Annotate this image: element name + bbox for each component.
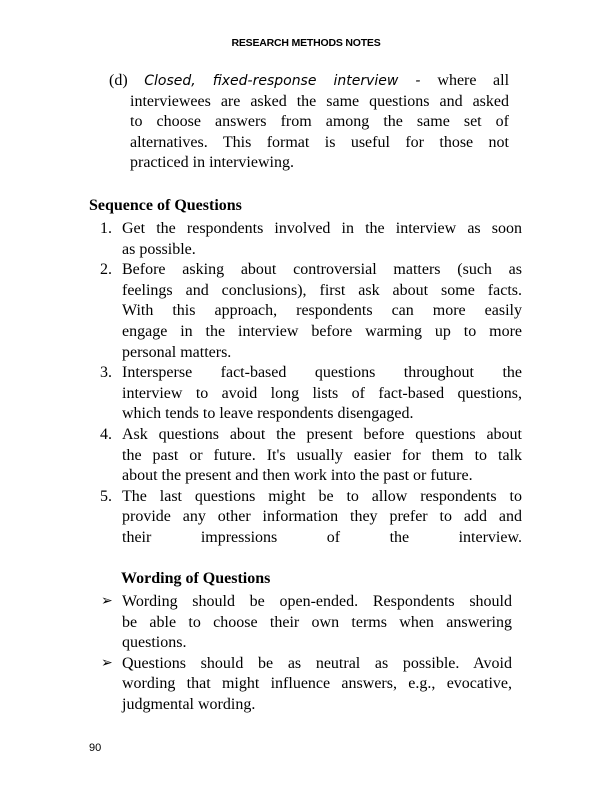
item-line: about the present and then work into the past or future. xyxy=(122,467,473,485)
list-item xyxy=(100,425,522,487)
item-line: as possible. xyxy=(122,240,196,258)
item-d-line: practiced in interviewing. xyxy=(130,154,294,172)
item-line: The last questions might be to allow respondents to xyxy=(122,487,522,505)
item-line: Ask questions about the present before questions about xyxy=(122,425,522,443)
wording-heading: Wording of Questions xyxy=(121,570,271,587)
page-number: 90 xyxy=(89,742,102,754)
item-d-line: alternatives. This format is useful for those not xyxy=(130,133,509,151)
item-line: provide any other information they prefer to add and xyxy=(122,508,522,526)
item-line: the past or future. It's usually easier for them to talk xyxy=(122,446,522,464)
list-item xyxy=(100,219,522,260)
item-line: interview to avoid long lists of fact-based questions, xyxy=(122,384,522,402)
item-line: be able to choose their own terms when answering xyxy=(122,613,512,631)
item-line: personal matters. xyxy=(122,343,232,361)
list-item xyxy=(100,260,522,363)
item-line: questions. xyxy=(122,634,187,652)
item-line: Questions should be as neutral as possible. Avoid xyxy=(122,654,512,672)
wording-list xyxy=(101,592,512,716)
arrow-bullet-icon: ➢ xyxy=(101,655,113,671)
item-d-lead: Closed, fixed-response interview - xyxy=(144,73,438,89)
list-item xyxy=(100,363,522,425)
item-line: wording that might influence answers, e.g., evocative, xyxy=(122,675,512,693)
item-number: 1. xyxy=(100,220,112,237)
item-line: which tends to leave respondents disengaged. xyxy=(122,405,414,423)
running-header: RESEARCH METHODS NOTES xyxy=(231,37,381,49)
arrow-bullet-icon: ➢ xyxy=(101,594,113,609)
item-number: 5. xyxy=(100,487,112,505)
item-d-line: where all xyxy=(437,72,510,89)
sequence-heading: Sequence of Questions xyxy=(89,197,242,214)
item-line: judgmental wording. xyxy=(122,695,256,713)
item-d-paragraph xyxy=(109,71,509,174)
item-line: Intersperse fact-based questions throughout the xyxy=(122,364,522,382)
item-line: engage in the interview before warming up to more xyxy=(122,322,522,340)
item-d-line: interviewees are asked the same questions and asked xyxy=(130,92,509,110)
item-number: 2. xyxy=(100,261,112,279)
item-d-label: (d) xyxy=(109,72,128,89)
list-item xyxy=(100,487,522,549)
item-line: Before asking about controversial matters (such as xyxy=(122,261,522,279)
item-line: Wording should be open-ended. Respondents should xyxy=(122,593,512,610)
item-line: feelings and conclusions), first ask about some facts. xyxy=(122,281,522,299)
item-line: their impressions of the interview. xyxy=(122,528,522,546)
item-number: 4. xyxy=(100,425,112,443)
list-item xyxy=(101,592,512,654)
item-d-line: to choose answers from among the same set of xyxy=(130,113,509,131)
list-item xyxy=(101,654,512,716)
item-line: With this approach, respondents can more easily xyxy=(122,302,522,320)
item-d-first-line xyxy=(109,71,509,92)
item-line: Get the respondents involved in the interview as soon xyxy=(122,220,522,237)
item-number: 3. xyxy=(100,364,112,382)
sequence-list xyxy=(100,219,522,549)
